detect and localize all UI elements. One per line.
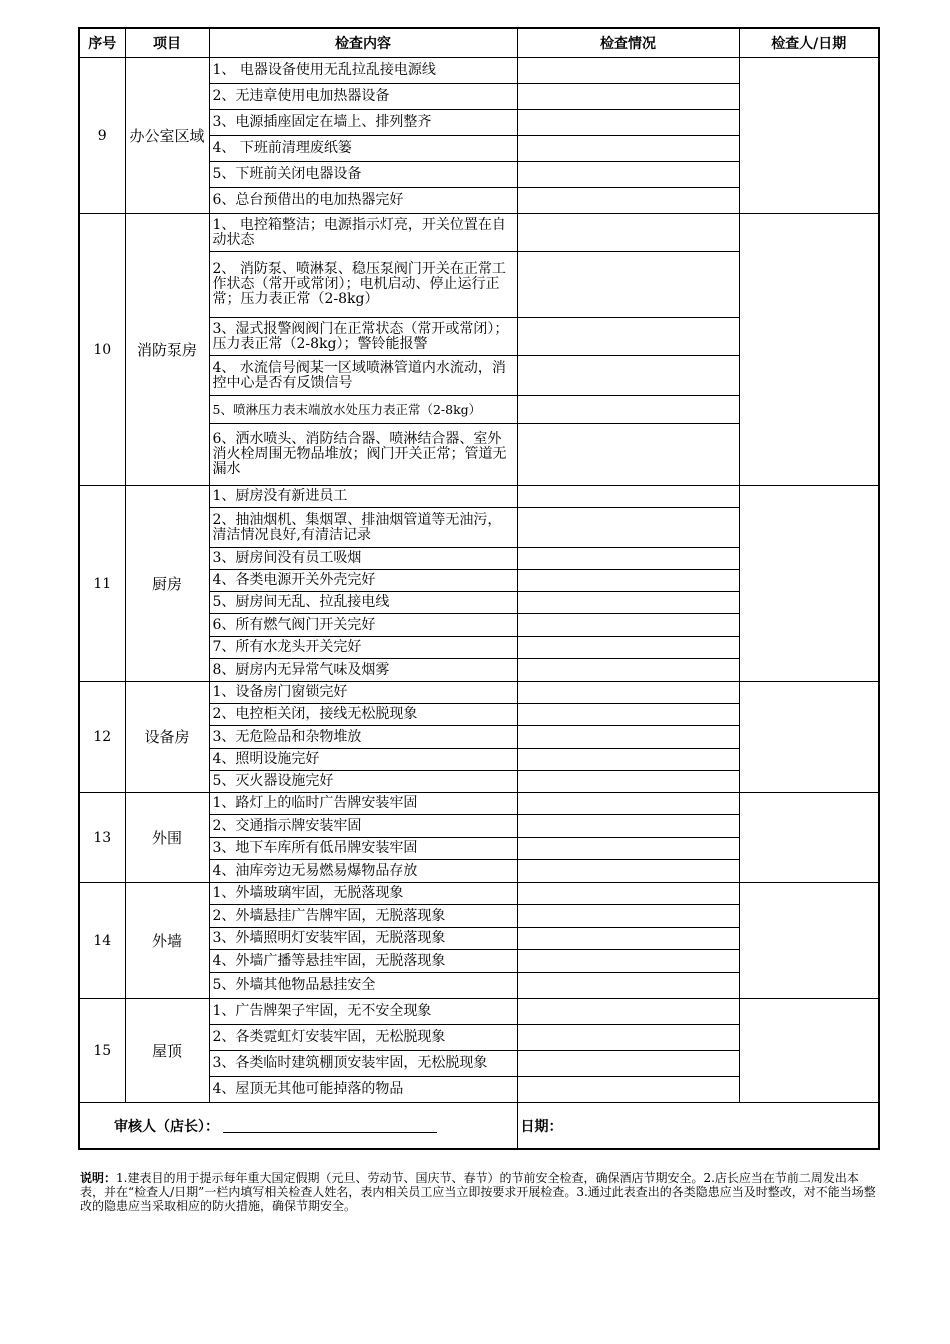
footer-row [79,1103,879,1150]
check-status-cell[interactable] [517,58,739,84]
check-content: 6、所有燃气阀门开关完好 [209,614,517,637]
section-number: 9 [79,58,125,214]
check-content: 2、外墙悬挂广告牌牢固，无脱落现象 [209,905,517,928]
section-item: 消防泵房 [125,214,209,486]
check-content: 1、外墙玻璃牢固，无脱落现象 [209,883,517,905]
check-status-cell[interactable] [517,252,739,318]
check-status-cell[interactable] [517,424,739,486]
header-seq: 序号 [79,28,125,58]
check-content: 4、外墙广播等悬挂牢固，无脱落现象 [209,950,517,973]
section-item: 厨房 [125,486,209,682]
check-status-cell[interactable] [517,1025,739,1051]
check-status-cell[interactable] [517,1051,739,1077]
section-number: 15 [79,999,125,1103]
table-row [79,999,879,1025]
inspector-date-cell[interactable] [739,58,879,214]
check-status-cell[interactable] [517,1077,739,1103]
check-content: 3、各类临时建筑棚顶安装牢固，无松脱现象 [209,1051,517,1077]
section-number: 14 [79,883,125,999]
check-content: 2、各类霓虹灯安装牢固，无松脱现象 [209,1025,517,1051]
inspector-date-cell[interactable] [739,682,879,793]
note-text: 1.建表目的用于提示每年重大国定假期（元旦、劳动节、国庆节、春节）的节前安全检查，确保酒店节期安全。2.店长应当在节前二周发出本表，并在“检查人/日期”一栏内填写相关检查人姓名，表内相关员工应当立即按要求开展检查。3.通过此表查出的各类隐患应当及时整改，对不能当场整改的隐患应当采取相应的防火措施，确保节期安全。 [80,1171,876,1213]
check-status-cell[interactable] [517,928,739,950]
date-cell [517,1103,879,1150]
inspector-date-cell[interactable] [739,883,879,999]
table-row [79,214,879,252]
section-number: 11 [79,486,125,682]
check-status-cell[interactable] [517,704,739,726]
check-content: 8、厨房内无异常气味及烟雾 [209,659,517,682]
check-status-cell[interactable] [517,815,739,838]
check-content: 1、厨房没有新进员工 [209,486,517,508]
check-content: 2、无违章使用电加热器设备 [209,84,517,110]
inspector-date-cell[interactable] [739,999,879,1103]
table-row [79,58,879,84]
reviewer-signature-line[interactable] [223,1118,437,1133]
check-status-cell[interactable] [517,682,739,704]
check-content: 2、电控柜关闭，接线无松脱现象 [209,704,517,726]
check-status-cell[interactable] [517,838,739,860]
inspector-date-cell[interactable] [739,793,879,883]
check-status-cell[interactable] [517,905,739,928]
check-content: 4、照明设施完好 [209,749,517,771]
check-status-cell[interactable] [517,950,739,973]
check-status-cell[interactable] [517,973,739,999]
check-content: 1、 电器设备使用无乱拉乱接电源线 [209,58,517,84]
check-content: 5、外墙其他物品悬挂安全 [209,973,517,999]
check-status-cell[interactable] [517,793,739,815]
check-content: 1、设备房门窗锁完好 [209,682,517,704]
check-content: 5、厨房间无乱、拉乱接电线 [209,592,517,614]
check-content: 4、 水流信号阀某一区域喷淋管道内水流动，消控中心是否有反馈信号 [209,356,517,396]
reviewer-cell [79,1103,517,1150]
check-content: 5、喷淋压力表末端放水处压力表正常（2-8kg） [209,396,517,424]
check-status-cell[interactable] [517,659,739,682]
table-row [79,486,879,508]
check-status-cell[interactable] [517,726,739,749]
check-status-cell[interactable] [517,883,739,905]
check-content: 3、湿式报警阀阀门在正常状态（常开或常闭）；压力表正常（2-8kg）；警铃能报警 [209,318,517,356]
check-status-cell[interactable] [517,548,739,570]
check-content: 3、厨房间没有员工吸烟 [209,548,517,570]
check-content: 3、电源插座固定在墙上、排列整齐 [209,110,517,136]
section-item: 屋顶 [125,999,209,1103]
table-row [79,883,879,905]
check-content: 1、广告牌架子牢固，无不安全现象 [209,999,517,1025]
check-status-cell[interactable] [517,771,739,793]
check-content: 2、 消防泵、喷淋泵、稳压泵阀门开关在正常工作状态（常开或常闭）；电机启动、停止运行正常；压力表正常（2-8kg） [209,252,517,318]
table-body [79,58,879,1103]
check-status-cell[interactable] [517,860,739,883]
check-status-cell[interactable] [517,214,739,252]
reviewer-label: 审核人（店长）： [114,1118,219,1135]
header-row [79,28,879,58]
check-content: 6、洒水喷头、消防结合器、喷淋结合器、室外消火栓周围无物品堆放；阀门开关正常；管道无漏水 [209,424,517,486]
header-content: 检查内容 [209,28,517,58]
section-item: 办公室区域 [125,58,209,214]
check-content: 4、屋顶无其他可能掉落的物品 [209,1077,517,1103]
check-status-cell[interactable] [517,570,739,592]
check-status-cell[interactable] [517,614,739,637]
inspection-sheet [78,27,878,1150]
check-content: 6、总台预借出的电加热器完好 [209,188,517,214]
check-status-cell[interactable] [517,84,739,110]
table-row [79,793,879,815]
check-content: 4、 下班前清理废纸篓 [209,136,517,162]
check-content: 3、外墙照明灯安装牢固，无脱落现象 [209,928,517,950]
inspector-date-cell[interactable] [739,214,879,486]
check-status-cell[interactable] [517,592,739,614]
check-status-cell[interactable] [517,396,739,424]
check-status-cell[interactable] [517,188,739,214]
check-content: 5、灭火器设施完好 [209,771,517,793]
check-status-cell[interactable] [517,749,739,771]
header-item: 项目 [125,28,209,58]
table-row [79,682,879,704]
check-content: 3、无危险品和杂物堆放 [209,726,517,749]
check-content: 2、交通指示牌安装牢固 [209,815,517,838]
inspector-date-cell[interactable] [739,486,879,682]
header-inspector: 检查人/日期 [739,28,879,58]
section-item: 设备房 [125,682,209,793]
check-content: 5、下班前关闭电器设备 [209,162,517,188]
check-status-cell[interactable] [517,999,739,1025]
check-content: 4、各类电源开关外壳完好 [209,570,517,592]
check-content: 2、抽油烟机、集烟罩、排油烟管道等无油污，清洁情况良好,有清洁记录 [209,508,517,548]
header-status: 检查情况 [517,28,739,58]
note-paragraph [80,1171,877,1213]
check-status-cell[interactable] [517,136,739,162]
check-content: 3、地下车库所有低吊牌安装牢固 [209,838,517,860]
check-status-cell[interactable] [517,486,739,508]
section-number: 10 [79,214,125,486]
section-number: 13 [79,793,125,883]
section-item: 外围 [125,793,209,883]
check-content: 4、油库旁边无易燃易爆物品存放 [209,860,517,883]
check-status-cell[interactable] [517,637,739,659]
date-label: 日期： [520,1118,563,1135]
inspection-table [78,27,880,1150]
check-status-cell[interactable] [517,356,739,396]
check-status-cell[interactable] [517,110,739,136]
section-item: 外墙 [125,883,209,999]
note-label: 说明： [80,1171,117,1185]
check-status-cell[interactable] [517,318,739,356]
check-content: 1、路灯上的临时广告牌安装牢固 [209,793,517,815]
check-status-cell[interactable] [517,162,739,188]
check-content: 7、所有水龙头开关完好 [209,637,517,659]
check-content: 1、 电控箱整洁；电源指示灯亮，开关位置在自动状态 [209,214,517,252]
check-status-cell[interactable] [517,508,739,548]
section-number: 12 [79,682,125,793]
